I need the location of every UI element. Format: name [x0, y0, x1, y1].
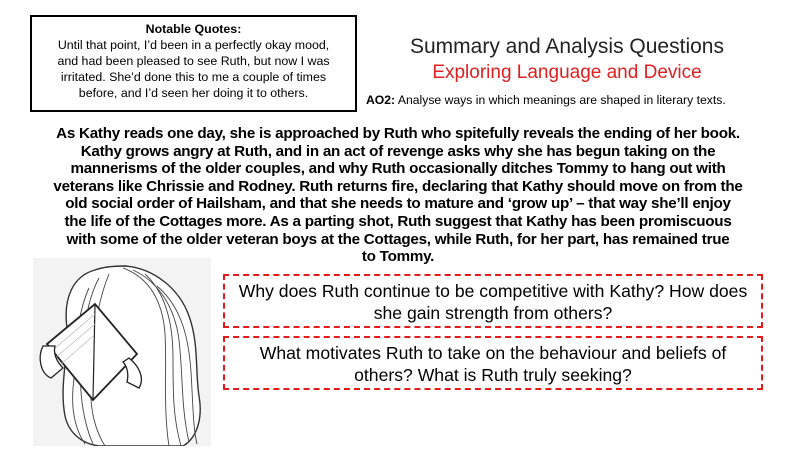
question-line: she gain strength from others?: [373, 303, 613, 323]
summary-line: Kathy grows angry at Ruth, and in an act of revenge asks why she has begun taking on the: [80, 142, 716, 160]
quote-line: irritated. She’d done this to me a couple of times: [60, 70, 327, 84]
summary-line: to Tommy.: [361, 248, 435, 266]
quote-line: before, and I’d seen her doing it to others.: [78, 86, 309, 100]
question-line: Why does Ruth continue to be competitive with Kathy? How does: [238, 281, 748, 301]
page-title: Summary and Analysis Questions: [410, 35, 724, 58]
quote-line: Until that point, I’d been in a perfectly okay mood,: [57, 38, 330, 52]
summary-line: with some of the older veteran boys at the Cottages, while Ruth, for her part, has remained true: [66, 230, 730, 248]
summary-line: the life of the Cottages more. As a parting shot, Ruth suggest that Kathy has been promiscuous: [64, 212, 732, 230]
chapter-summary: [18, 125, 778, 266]
notable-quotes-title: Notable Quotes:: [145, 22, 242, 36]
ao2-label: AO2:: [366, 93, 396, 107]
question-box-1: [223, 274, 763, 328]
question-box-2: [223, 336, 763, 390]
notable-quotes-box: [30, 15, 357, 112]
assessment-objective: [366, 93, 786, 107]
summary-line: As Kathy reads one day, she is approached by Ruth who spitefully reveals the ending of her book.: [56, 125, 740, 142]
question-line: others? What is Ruth truly seeking?: [354, 365, 632, 385]
girl-reading-book-illustration: [33, 258, 211, 446]
page-subtitle: Exploring Language and Device: [432, 62, 702, 83]
summary-line: mannerisms of the older couples, and why Ruth occasionally ditches Tommy to hang out with: [70, 160, 726, 178]
summary-line: old social order of Hailsham, and that she needs to mature and ‘grow up’ – that way she’ll enjoy: [65, 195, 731, 213]
ao2-text: Analyse ways in which meanings are shaped in literary texts.: [395, 93, 726, 107]
summary-line: veterans like Chrissie and Rodney. Ruth returns fire, declaring that Kathy should move on from the: [53, 177, 743, 195]
reading-illustration-svg: [33, 258, 211, 446]
quote-line: and had been pleased to see Ruth, but now I was: [57, 54, 330, 68]
question-line: What motivates Ruth to take on the behaviour and beliefs of: [259, 343, 727, 363]
